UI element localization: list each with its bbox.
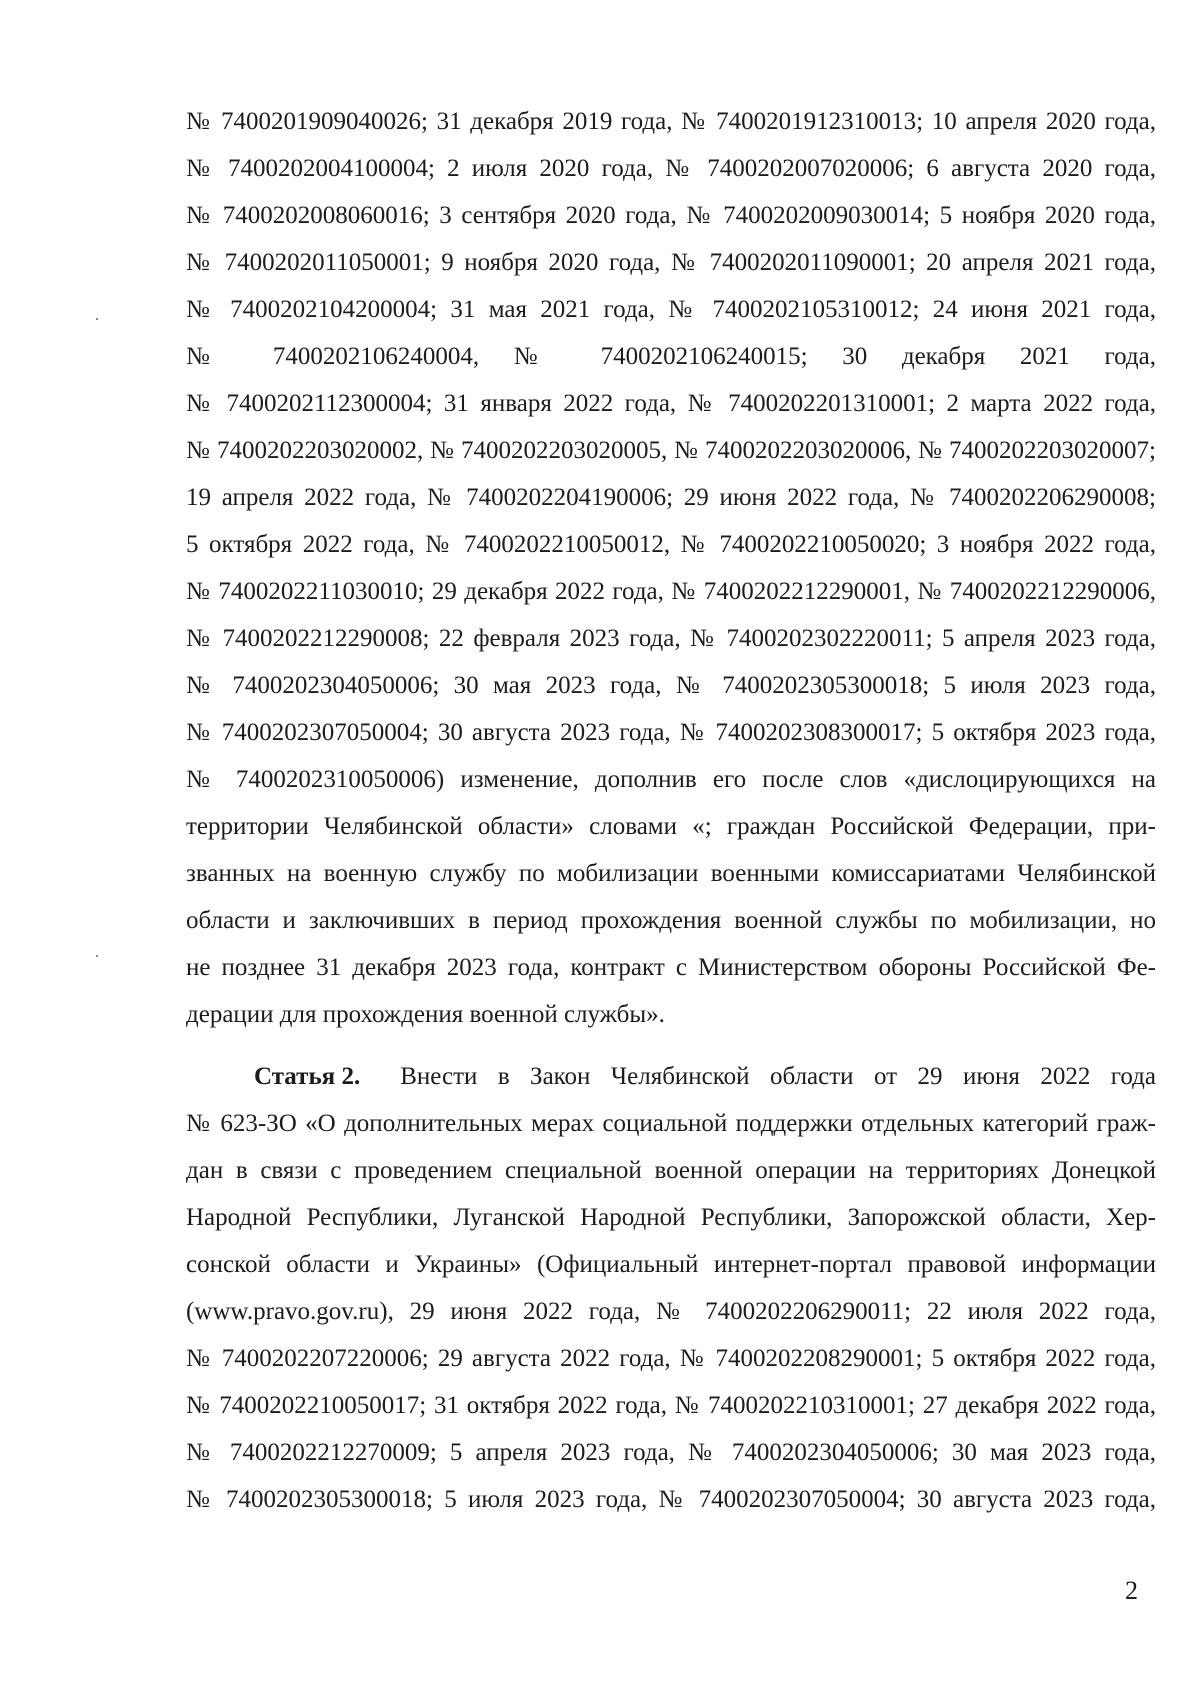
article-2	[186, 1053, 1156, 1523]
text-line: Народной Республики, Луганской Народной Республики, Запорожской области, Хер-	[186, 1204, 1156, 1231]
text-line: № 7400202304050006; 30 мая 2023 года, № 7400202305300018; 5 июля 2023 года,	[186, 672, 1156, 699]
text-line: № 7400202212290008; 22 февраля 2023 года, № 7400202302220011; 5 апреля 2023 года,	[186, 625, 1156, 652]
page-number: 2	[1125, 1576, 1138, 1605]
text-line: № 7400202307050004; 30 августа 2023 года, № 7400202308300017; 5 октября 2023 года,	[186, 719, 1156, 746]
text-line: № 7400202112300004; 31 января 2022 года, № 7400202201310001; 2 марта 2022 года,	[186, 390, 1156, 417]
article-2-first-line	[186, 1053, 1156, 1100]
scan-speck	[96, 318, 98, 320]
text-line: № 7400202305300018; 5 июля 2023 года, № 7400202307050004; 30 августа 2023 года,	[186, 1486, 1156, 1513]
text-line: области и заключивших в период прохождения военной службы по мобилизации, но	[186, 907, 1156, 934]
text-line: званных на военную службу по мобилизации военными комиссариатами Челябинской	[186, 860, 1156, 887]
text-line: № 7400201909040026; 31 декабря 2019 года, № 7400201912310013; 10 апреля 2020 года,	[186, 108, 1156, 135]
text-line: № 7400202004100004; 2 июля 2020 года, № 7400202007020006; 6 августа 2020 года,	[186, 155, 1156, 182]
text-line: № 7400202008060016; 3 сентября 2020 года, № 7400202009030014; 5 ноября 2020 года,	[186, 202, 1156, 229]
text-line: № 7400202211030010; 29 декабря 2022 года, № 7400202212290001, № 7400202212290006,	[186, 578, 1156, 605]
text-line: № 7400202203020002, № 7400202203020005, № 7400202203020006, № 7400202203020007;	[186, 437, 1156, 464]
text-line: № 7400202106240004, № 7400202106240015; 30 декабря 2021 года,	[186, 343, 1156, 370]
article-first-line-text: Внести в Закон Челябинской области от 29 июня 2022 года	[400, 1063, 1156, 1090]
text-line: № 7400202011050001; 9 ноября 2020 года, № 7400202011090001; 20 апреля 2021 года,	[186, 249, 1156, 276]
text-line: № 7400202310050006) изменение, дополнив его после слов «дислоцирующихся на	[186, 766, 1156, 793]
text-line: дерации для прохождения военной службы».	[186, 1001, 665, 1028]
article-heading: Статья 2.	[254, 1063, 361, 1090]
text-line: территории Челябинской области» словами «; граждан Российской Федерации, при-	[186, 813, 1156, 840]
text-line: дан в связи с проведением специальной военной операции на территориях Донецкой	[186, 1157, 1156, 1184]
text-line: (www.pravo.gov.ru), 29 июня 2022 года, № 7400202206290011; 22 июля 2022 года,	[186, 1298, 1156, 1325]
text-line: № 7400202104200004; 31 мая 2021 года, № 7400202105310012; 24 июня 2021 года,	[186, 296, 1156, 323]
text-line: № 7400202210050017; 31 октября 2022 года, № 7400202210310001; 27 декабря 2022 года,	[186, 1392, 1156, 1419]
text-line: не позднее 31 декабря 2023 года, контракт с Министерством обороны Российской Фе-	[186, 954, 1156, 981]
text-line: № 7400202207220006; 29 августа 2022 года, № 7400202208290001; 5 октября 2022 года,	[186, 1345, 1156, 1372]
text-line: 19 апреля 2022 года, № 7400202204190006; 29 июня 2022 года, № 7400202206290008;	[186, 484, 1156, 511]
text-line: № 7400202212270009; 5 апреля 2023 года, № 7400202304050006; 30 мая 2023 года,	[186, 1439, 1156, 1466]
text-line: № 623-ЗО «О дополнительных мерах социальной поддержки отдельных категорий граж-	[186, 1110, 1156, 1137]
text-line: сонской области и Украины» (Официальный интернет-портал правовой информации	[186, 1251, 1156, 1278]
text-line: 5 октября 2022 года, № 7400202210050012, № 7400202210050020; 3 ноября 2022 года,	[186, 531, 1156, 558]
paragraph-amendment-continuation	[186, 98, 1156, 1038]
scan-speck	[96, 955, 98, 957]
